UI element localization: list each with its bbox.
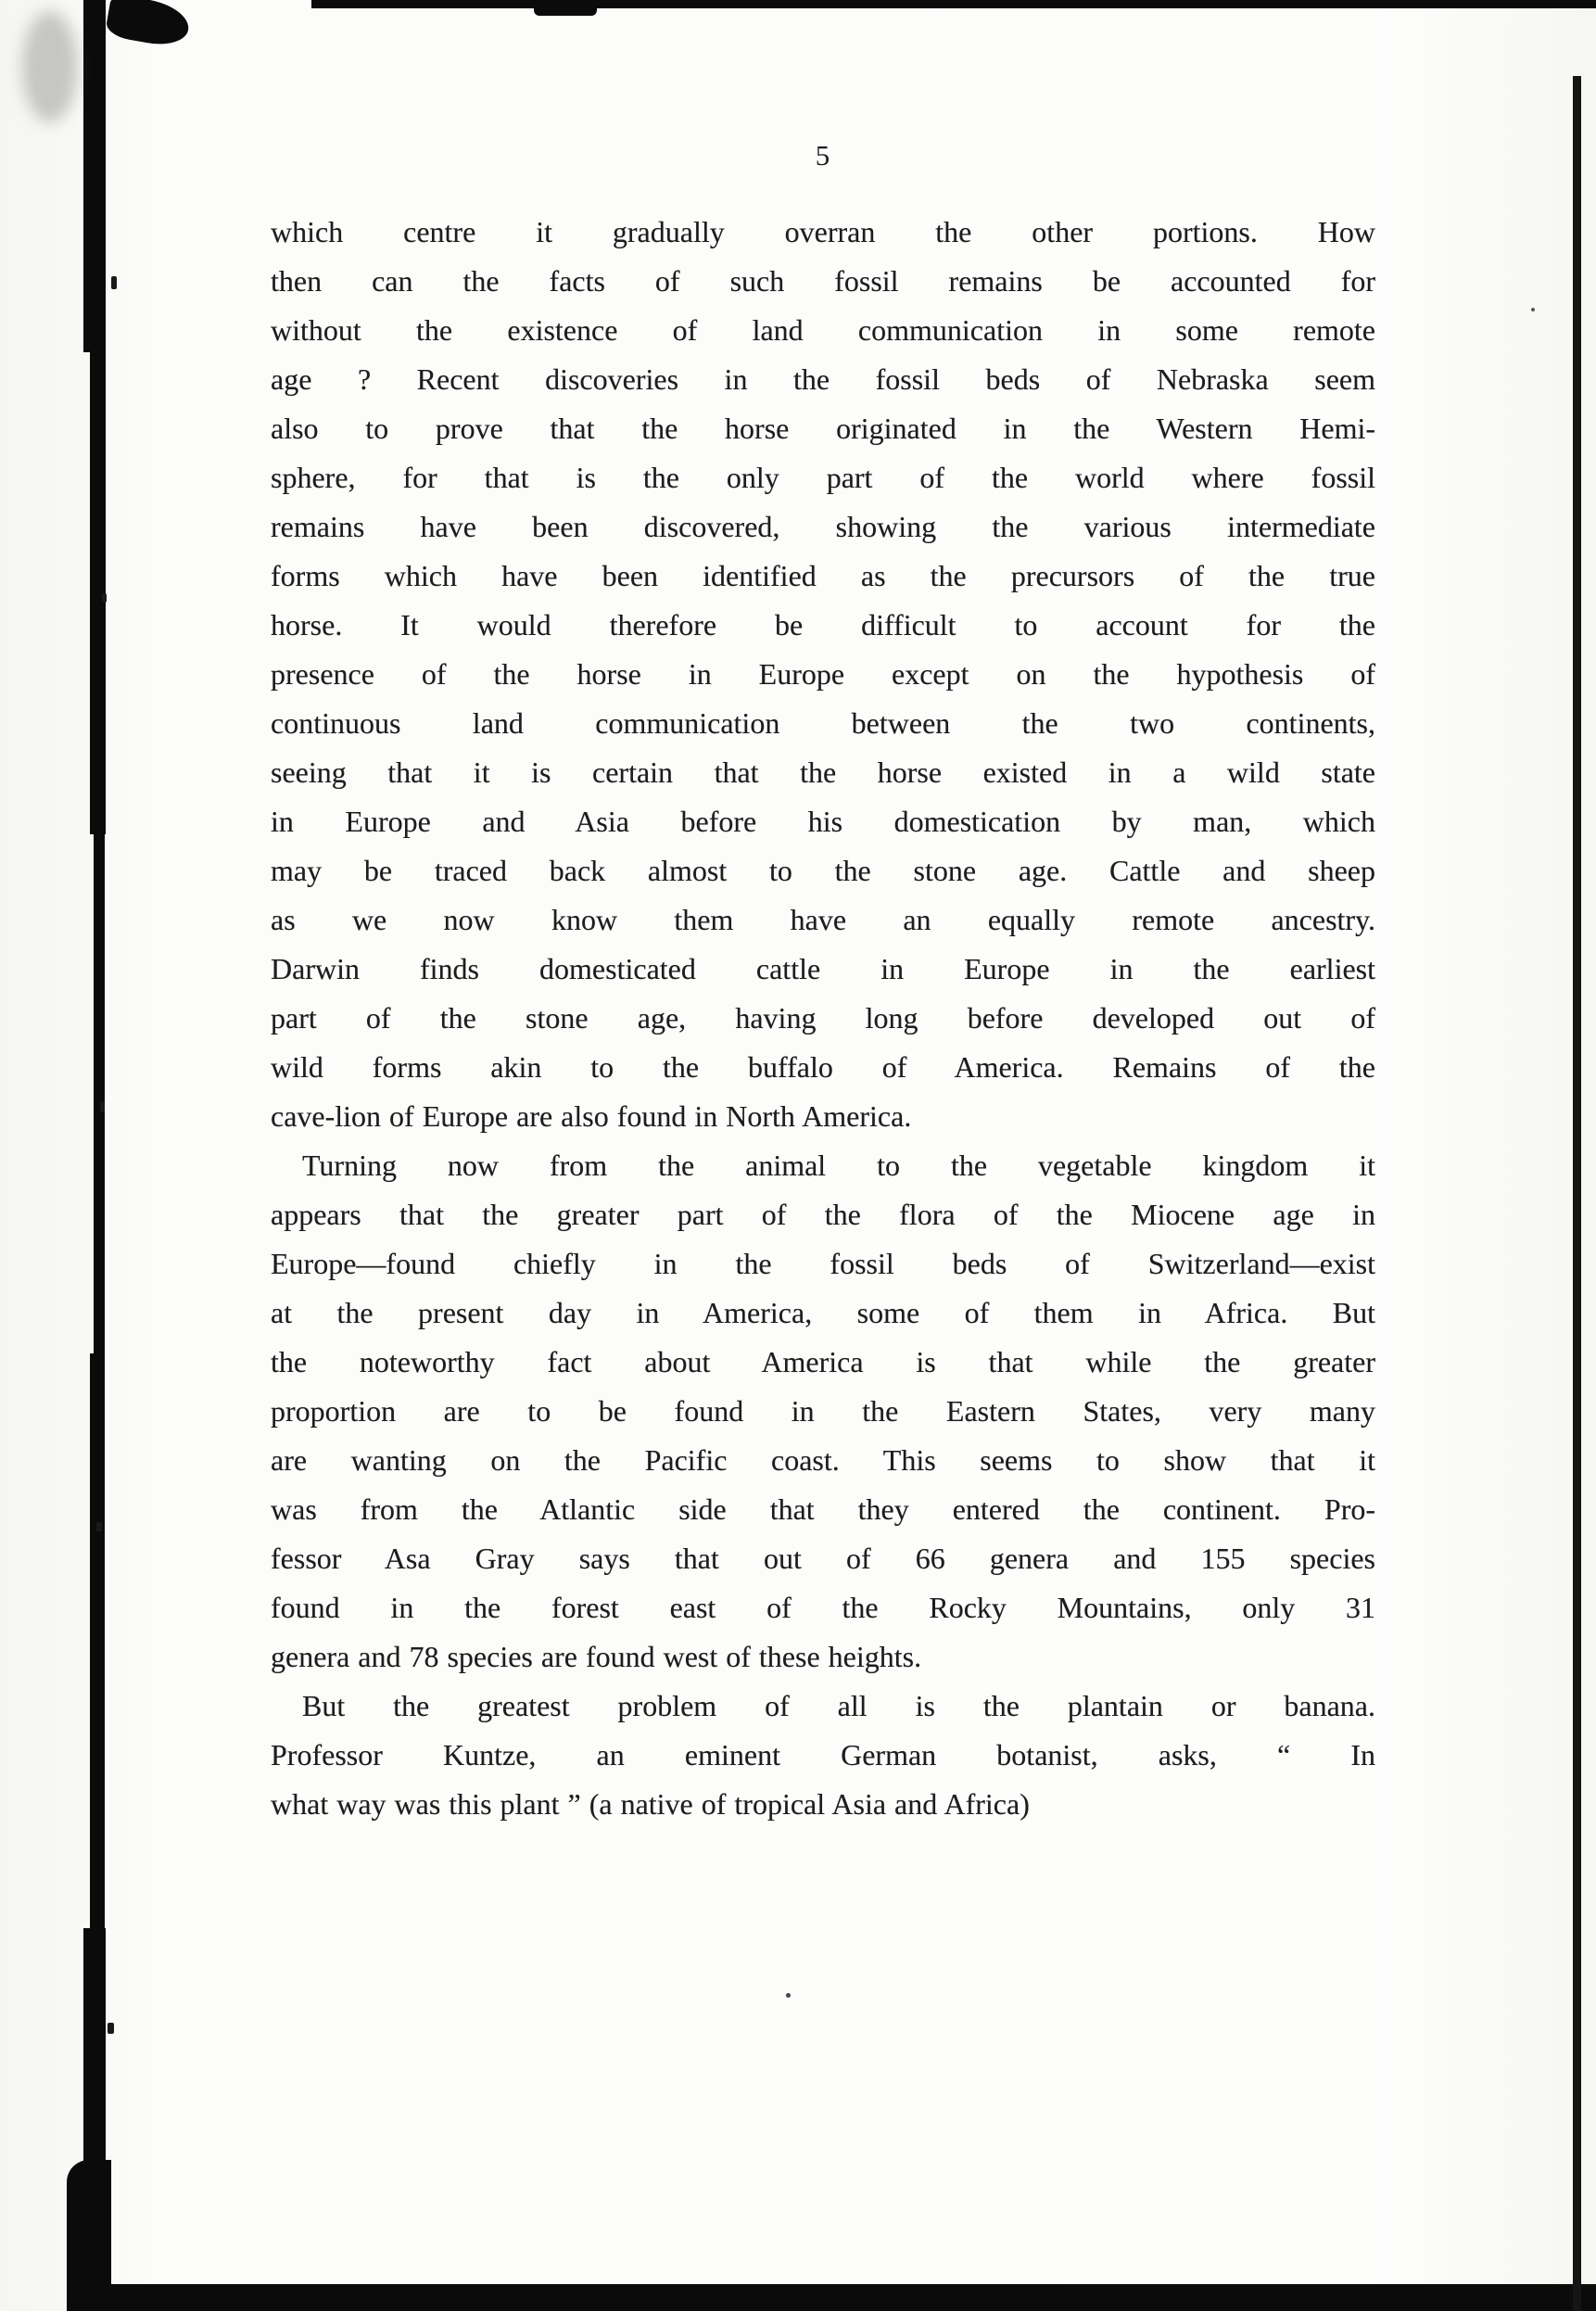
left-edge-streak	[90, 1353, 105, 1928]
text-line: may be traced back almost to the stone age. Cattle and sheep	[271, 854, 1375, 887]
page-number: 5	[815, 139, 831, 171]
stray-dot	[786, 1993, 791, 1998]
top-edge-notch	[534, 0, 597, 16]
paragraph	[271, 1141, 1375, 1682]
text-line: fessor Asa Gray says that out of 66 genera and 155 species	[271, 1542, 1375, 1575]
text-line: was from the Atlantic side that they entered the continent. Pro-	[271, 1492, 1375, 1526]
text-line: remains have been discovered, showing the various intermediate	[271, 510, 1375, 543]
margin-speck	[111, 276, 117, 289]
left-bottom-blob	[67, 2160, 111, 2311]
text-line: Darwin finds domesticated cattle in Europe in the earliest	[271, 952, 1375, 985]
text-line: appears that the greater part of the flora of the Miocene age in	[271, 1198, 1375, 1231]
text-line: without the existence of land communication in some remote	[271, 313, 1375, 347]
text-line: age ? Recent discoveries in the fossil beds of Nebraska seem	[271, 362, 1375, 396]
text-line: found in the forest east of the Rocky Mountains, only 31	[271, 1591, 1375, 1624]
text-line: as we now know them have an equally remote ancestry.	[271, 903, 1375, 936]
text-line: cave-lion of Europe are also found in North America.	[271, 1099, 912, 1133]
stray-dot	[1531, 308, 1535, 311]
text-line: in Europe and Asia before his domestication by man, which	[271, 805, 1375, 838]
bottom-edge-bar	[109, 2284, 1596, 2311]
right-edge-line	[1573, 76, 1581, 2311]
text-line: Europe—found chiefly in the fossil beds of Switzerland—exist	[271, 1247, 1375, 1280]
text-line: presence of the horse in Europe except on the hypothesis of	[271, 657, 1375, 691]
left-edge-streak	[83, 0, 106, 352]
top-left-ink-blob	[105, 0, 193, 49]
text-line: at the present day in America, some of them in Africa. But	[271, 1296, 1375, 1329]
paragraph	[271, 208, 1375, 1141]
top-left-smudge	[22, 11, 78, 122]
text-line: But the greatest problem of all is the plantain or banana.	[302, 1689, 1375, 1722]
paragraph	[271, 1682, 1375, 1829]
margin-speck	[96, 1522, 102, 1531]
margin-speck	[100, 1101, 105, 1112]
text-line: what way was this plant ” (a native of tropical Asia and Africa)	[271, 1787, 1030, 1821]
text-line: part of the stone age, having long before developed out of	[271, 1001, 1375, 1035]
text-line: genera and 78 species are found west of these heights.	[271, 1640, 922, 1673]
text-line: proportion are to be found in the Eastern States, very many	[271, 1394, 1375, 1428]
text-line: then can the facts of such fossil remains be accounted for	[271, 264, 1375, 298]
text-line: Turning now from the animal to the vegetable kingdom it	[302, 1149, 1375, 1182]
text-line: the noteworthy fact about America is that while the greater	[271, 1345, 1375, 1378]
text-line: forms which have been identified as the precursors of the true	[271, 559, 1375, 592]
text-line: which centre it gradually overran the other portions. How	[271, 215, 1375, 248]
text-line: are wanting on the Pacific coast. This seems to show that it	[271, 1443, 1375, 1477]
text-line: sphere, for that is the only part of the world where fossil	[271, 461, 1375, 494]
text-line: also to prove that the horse originated in the Western Hemi-	[271, 412, 1375, 445]
left-edge-streak	[94, 834, 105, 1353]
text-line: Professor Kuntze, an eminent German botanist, asks, “ In	[271, 1738, 1375, 1771]
text-line: continuous land communication between the two continents,	[271, 706, 1375, 740]
text-line: horse. It would therefore be difficult to account for the	[271, 608, 1375, 641]
text-line: wild forms akin to the buffalo of America. Remains of the	[271, 1050, 1375, 1084]
text-line: seeing that it is certain that the horse existed in a wild state	[271, 756, 1375, 789]
margin-speck	[108, 2023, 114, 2034]
top-edge-bar	[311, 0, 1596, 8]
text-block	[271, 208, 1375, 1829]
margin-speck	[102, 593, 107, 603]
